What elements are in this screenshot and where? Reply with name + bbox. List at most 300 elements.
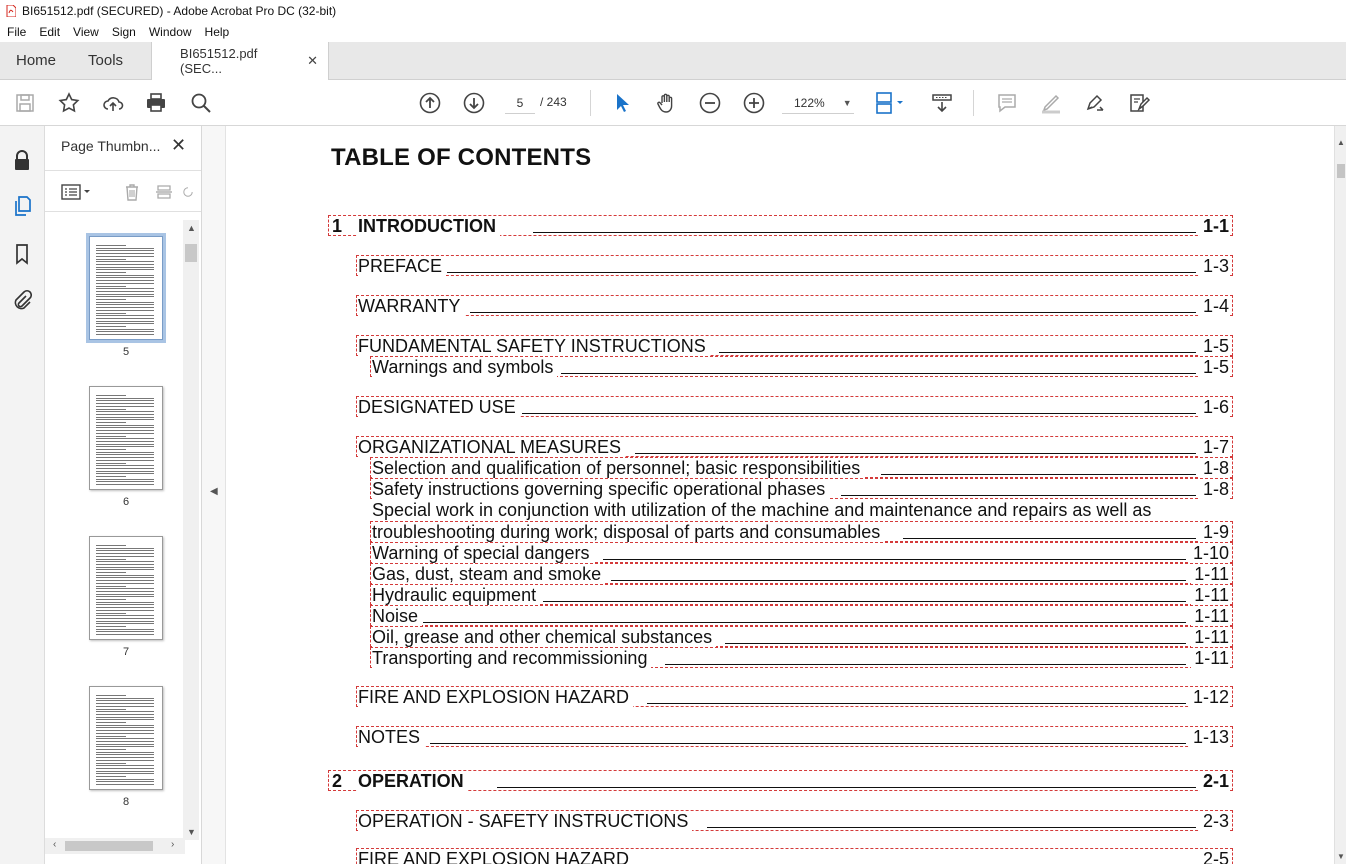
toc-page-number: 1-5 bbox=[1200, 336, 1229, 357]
search-zoom-icon[interactable] bbox=[188, 90, 214, 116]
thumbnail-text-line bbox=[96, 304, 154, 305]
toc-entry-text: ORGANIZATIONAL MEASURES bbox=[358, 437, 625, 458]
print-icon[interactable] bbox=[143, 90, 169, 116]
thumbnail-text-line bbox=[96, 323, 154, 324]
toc-entry-link[interactable] bbox=[370, 478, 1233, 499]
comment-icon[interactable] bbox=[994, 90, 1020, 116]
toc-leader-line bbox=[522, 413, 1196, 414]
thumbnail-text-line bbox=[96, 463, 126, 464]
toc-entry-text: NOTES bbox=[358, 727, 424, 748]
collapse-left-icon[interactable]: ◀ bbox=[210, 486, 218, 497]
thumbnail-text-line bbox=[96, 594, 154, 595]
acrobat-pdf-icon bbox=[6, 5, 16, 17]
toc-page-number: 1-4 bbox=[1200, 296, 1229, 317]
thumbnail-text-line bbox=[96, 307, 154, 308]
options-menu-icon[interactable] bbox=[61, 181, 93, 203]
panel-title: Page Thumbn... bbox=[61, 138, 161, 154]
thumbnail-text-line bbox=[96, 471, 154, 472]
thumbnail-text-line bbox=[96, 269, 154, 270]
thumbnail-text-line bbox=[96, 567, 154, 568]
toc-section-number: 1 bbox=[332, 216, 343, 236]
thumbnail-text-line bbox=[96, 698, 154, 699]
zoom-in-icon[interactable] bbox=[741, 90, 767, 116]
thumbnail-text-line bbox=[96, 406, 154, 407]
thumbnail-text-line bbox=[96, 727, 154, 728]
thumbnail-text-line bbox=[96, 484, 154, 485]
page-thumbnails-icon[interactable] bbox=[10, 194, 34, 218]
chevron-up-icon[interactable]: ▲ bbox=[1337, 138, 1345, 147]
thumbnail-text-line bbox=[96, 299, 126, 300]
toc-page-number: 1-9 bbox=[1200, 522, 1229, 543]
toc-entry-text: Oil, grease and other chemical substances bbox=[372, 627, 716, 648]
toc-entry-text: FUNDAMENTAL SAFETY INSTRUCTIONS bbox=[358, 336, 710, 357]
thumbnail-text-line bbox=[96, 719, 154, 720]
tab-tools[interactable]: Tools bbox=[88, 52, 124, 69]
thumbnail-text-line bbox=[96, 446, 154, 447]
main-toolbar bbox=[0, 80, 1346, 126]
toc-page-number: 1-3 bbox=[1200, 256, 1229, 277]
menu-sign[interactable]: Sign bbox=[111, 25, 136, 39]
thumbnail-text-line bbox=[96, 476, 126, 477]
window-title: BI651512.pdf (SECURED) - Adobe Acrobat Pro DC (32-bit) bbox=[22, 4, 337, 18]
thumbnail-page-label: 6 bbox=[122, 496, 130, 508]
thumbnail-text-line bbox=[96, 556, 154, 557]
zoom-out-icon[interactable] bbox=[697, 90, 723, 116]
toc-page-number: 1-6 bbox=[1200, 397, 1229, 418]
close-tab-icon[interactable]: ✕ bbox=[307, 53, 319, 68]
thumbnail-text-line bbox=[96, 588, 154, 589]
toc-page-number: 1-10 bbox=[1190, 543, 1229, 564]
toc-leader-line bbox=[635, 453, 1196, 454]
thumbnail-text-line bbox=[96, 752, 154, 753]
thumbnail-text-line bbox=[96, 481, 154, 482]
thumbnail-text-line bbox=[96, 564, 154, 565]
toolbar-divider bbox=[590, 90, 591, 116]
fill-sign-icon[interactable] bbox=[1126, 90, 1152, 116]
hand-tool-icon[interactable] bbox=[653, 90, 679, 116]
thumbnail-text-line bbox=[96, 631, 154, 632]
document-view[interactable] bbox=[226, 126, 1334, 864]
thumbnail-text-line bbox=[96, 550, 154, 551]
toc-leader-line bbox=[647, 703, 1186, 704]
thumbnail-text-line bbox=[96, 331, 154, 332]
toc-entry-link[interactable] bbox=[356, 686, 1233, 707]
thumbnail-text-line bbox=[96, 272, 126, 273]
menu-view[interactable]: View bbox=[73, 25, 99, 39]
toc-leader-line bbox=[423, 622, 1186, 623]
thumbnail-text-line bbox=[96, 730, 154, 731]
thumbnail-text-line bbox=[96, 457, 154, 458]
thumbnail-text-line bbox=[96, 395, 126, 396]
previous-page-icon[interactable] bbox=[417, 90, 443, 116]
toc-entry-link[interactable] bbox=[370, 500, 1233, 542]
sign-pen-icon[interactable] bbox=[1082, 90, 1108, 116]
menu-window[interactable]: Window bbox=[148, 25, 192, 39]
thumbnail-text-line bbox=[96, 736, 126, 737]
page-total: / 243 bbox=[540, 95, 567, 109]
thumbnail-text-line bbox=[96, 460, 154, 461]
page-thumbnail[interactable] bbox=[89, 536, 163, 640]
toc-entry-link[interactable] bbox=[370, 356, 1233, 377]
toc-entry-link[interactable] bbox=[356, 295, 1233, 316]
thumbnail-text-line bbox=[96, 784, 154, 785]
thumbnail-text-line bbox=[96, 706, 154, 707]
scrolling-mode-icon[interactable] bbox=[929, 90, 955, 116]
toc-leader-line bbox=[665, 664, 1186, 665]
toc-entry-link[interactable] bbox=[370, 647, 1233, 668]
thumbnail-text-line bbox=[96, 717, 154, 718]
rotate-page-icon[interactable] bbox=[181, 181, 195, 203]
thumbnail-text-line bbox=[96, 738, 154, 739]
toc-leader-line bbox=[603, 559, 1186, 560]
thumbnail-page-label: 8 bbox=[122, 796, 130, 808]
thumbnail-text-line bbox=[96, 275, 154, 276]
thumbnail-text-line bbox=[96, 419, 154, 420]
tab-document[interactable] bbox=[151, 42, 329, 80]
chevron-down-icon: ▼ bbox=[842, 97, 852, 108]
toc-entry-text: Warning of special dangers bbox=[372, 543, 593, 564]
thumbnail-text-line bbox=[96, 610, 154, 611]
thumbnail-text-line bbox=[96, 700, 154, 701]
toc-page-number: 1-11 bbox=[1191, 648, 1229, 669]
toc-entry-text: OPERATION bbox=[358, 771, 468, 792]
thumbnail-text-line bbox=[96, 722, 126, 723]
thumbnail-text-line bbox=[96, 436, 126, 437]
toc-page-number: 1-5 bbox=[1200, 357, 1229, 378]
toc-entry-link[interactable] bbox=[370, 605, 1233, 626]
thumbnail-text-line bbox=[96, 623, 154, 624]
toc-page-number: 1-11 bbox=[1191, 564, 1229, 585]
page-thumbnail[interactable] bbox=[89, 236, 163, 340]
thumbnail-toolbar bbox=[45, 170, 201, 212]
thumbnail-text-line bbox=[96, 553, 154, 554]
chevron-down-icon[interactable]: ▼ bbox=[1337, 852, 1345, 861]
thumbnail-text-line bbox=[96, 695, 126, 696]
page-display-icon[interactable] bbox=[873, 90, 909, 116]
toc-page-number: 1-1 bbox=[1200, 216, 1229, 237]
thumbnail-text-line bbox=[96, 400, 154, 401]
highlight-pen-icon[interactable] bbox=[1038, 90, 1064, 116]
thumbnail-text-line bbox=[96, 591, 154, 592]
thumbnail-text-line bbox=[96, 414, 154, 415]
toc-entry-text: WARRANTY bbox=[358, 296, 464, 317]
menu-edit[interactable]: Edit bbox=[39, 25, 61, 39]
thumbnail-text-line bbox=[96, 468, 154, 469]
toc-entry-text: DESIGNATED USE bbox=[358, 397, 520, 418]
scroll-thumb[interactable] bbox=[65, 841, 153, 851]
toc-entry-text: FIRE AND EXPLOSION HAZARD bbox=[358, 849, 633, 864]
toc-entry-link[interactable] bbox=[370, 457, 1233, 478]
thumbnail-text-line bbox=[96, 618, 154, 619]
scroll-thumb[interactable] bbox=[1337, 164, 1345, 178]
thumbnail-text-line bbox=[96, 626, 126, 627]
toc-leader-line bbox=[881, 474, 1196, 475]
toc-entry-link[interactable] bbox=[356, 255, 1233, 276]
thumbnail-text-line bbox=[96, 321, 154, 322]
toc-section-number: 2 bbox=[332, 771, 343, 791]
toc-leader-line bbox=[841, 495, 1196, 496]
thumbnail-text-line bbox=[96, 548, 154, 549]
toc-page-number: 1-12 bbox=[1190, 687, 1229, 708]
thumbnail-text-line bbox=[96, 425, 154, 426]
title-bar bbox=[0, 0, 1346, 22]
upload-cloud-icon[interactable] bbox=[100, 90, 126, 116]
thumbnail-text-line bbox=[96, 417, 154, 418]
thumbnail-text-line bbox=[96, 422, 126, 423]
thumbnail-text-line bbox=[96, 248, 154, 249]
thumbnail-text-line bbox=[96, 473, 154, 474]
thumbnail-text-line bbox=[96, 245, 126, 246]
toc-entry-link[interactable] bbox=[370, 584, 1233, 605]
toc-entry-text: Special work in conjunction with utilization of the machine and maintenance and repairs as well as bbox=[372, 500, 1152, 520]
toc-leader-line bbox=[719, 352, 1196, 353]
toc-leader-line bbox=[611, 580, 1186, 581]
thumbnail-text-line bbox=[96, 310, 154, 311]
thumbnail-text-line bbox=[96, 315, 154, 316]
thumbnail-text-line bbox=[96, 733, 154, 734]
thumbnail-text-line bbox=[96, 313, 126, 314]
zoom-value: 122% bbox=[794, 95, 825, 110]
thumbnail-text-line bbox=[96, 438, 154, 439]
toc-entry-link[interactable] bbox=[356, 335, 1233, 356]
thumbnail-text-line bbox=[96, 277, 154, 278]
document-scrollbar[interactable] bbox=[1334, 126, 1346, 864]
thumbnail-text-line bbox=[96, 449, 126, 450]
thumbnail-text-line bbox=[96, 746, 154, 747]
chevron-left-icon[interactable]: ‹ bbox=[53, 839, 57, 850]
thumbnail-text-line bbox=[96, 444, 154, 445]
thumbnail-text-line bbox=[96, 613, 126, 614]
toc-leader-line bbox=[447, 272, 1196, 273]
thumbnail-text-line bbox=[96, 577, 154, 578]
thumbnail-text-line bbox=[96, 433, 154, 434]
toc-entry-link[interactable] bbox=[356, 396, 1233, 417]
thumbnail-text-line bbox=[96, 615, 154, 616]
thumbnail-text-line bbox=[96, 430, 154, 431]
toc-leader-line bbox=[561, 373, 1196, 374]
thumbnail-text-line bbox=[96, 763, 126, 764]
thumbnail-text-line bbox=[96, 744, 154, 745]
thumbnail-text-line bbox=[96, 291, 154, 292]
toc-entry-text: Hydraulic equipment bbox=[372, 585, 540, 606]
toc-entry-text: FIRE AND EXPLOSION HAZARD bbox=[358, 687, 633, 708]
panel-collapse-strip[interactable] bbox=[202, 126, 226, 864]
toc-leader-line bbox=[725, 643, 1186, 644]
thumbnail-text-line bbox=[96, 629, 154, 630]
toc-entry-text: INTRODUCTION bbox=[358, 216, 500, 237]
thumbnail-text-line bbox=[96, 409, 126, 410]
thumbnail-text-line bbox=[96, 569, 154, 570]
thumbnail-text-line bbox=[96, 318, 154, 319]
thumbnail-text-line bbox=[96, 725, 154, 726]
toc-page-number: 1-13 bbox=[1190, 727, 1229, 748]
select-cursor-icon[interactable] bbox=[609, 90, 635, 116]
thumbnail-text-line bbox=[96, 765, 154, 766]
thumbnail-text-line bbox=[96, 283, 154, 284]
page-title: TABLE OF CONTENTS bbox=[331, 144, 592, 171]
thumbnail-text-line bbox=[96, 602, 154, 603]
thumbnail-text-line bbox=[96, 596, 154, 597]
thumbnail-text-line bbox=[96, 583, 154, 584]
thumbnail-text-line bbox=[96, 781, 154, 782]
toc-entry-link[interactable] bbox=[370, 563, 1233, 584]
thumbnail-text-line bbox=[96, 479, 154, 480]
toc-leader-line bbox=[533, 232, 1196, 233]
menu-bar bbox=[0, 22, 1346, 42]
thumbnail-text-line bbox=[96, 757, 154, 758]
menu-file[interactable]: File bbox=[7, 25, 27, 39]
chevron-up-icon[interactable]: ▲ bbox=[187, 223, 196, 233]
thumbnail-horizontal-scrollbar[interactable] bbox=[45, 838, 185, 854]
thumbnail-scrollbar[interactable] bbox=[183, 220, 199, 840]
save-icon[interactable] bbox=[12, 90, 38, 116]
scroll-thumb[interactable] bbox=[185, 244, 197, 262]
thumbnail-text-line bbox=[96, 773, 154, 774]
toc-leader-line bbox=[543, 601, 1186, 602]
thumbnail-text-line bbox=[96, 575, 154, 576]
thumbnail-page-label: 7 bbox=[122, 646, 130, 658]
toc-leader-line bbox=[430, 743, 1186, 744]
page-thumbnail[interactable] bbox=[89, 686, 163, 790]
thumbnail-text-line bbox=[96, 259, 126, 260]
toc-entry-link[interactable] bbox=[370, 542, 1233, 563]
thumbnail-text-line bbox=[96, 768, 154, 769]
zoom-select[interactable] bbox=[782, 92, 854, 114]
tab-bar bbox=[0, 42, 1346, 80]
thumbnail-text-line bbox=[96, 559, 126, 560]
attachments-icon[interactable] bbox=[10, 288, 34, 312]
thumbnail-text-line bbox=[96, 452, 154, 453]
thumbnail-text-line bbox=[96, 403, 154, 404]
thumbnail-text-line bbox=[96, 760, 154, 761]
toc-entry-text: Transporting and recommissioning bbox=[372, 648, 651, 669]
thumbnail-text-line bbox=[96, 545, 126, 546]
toc-entry-link[interactable] bbox=[356, 436, 1233, 457]
thumbnail-text-line bbox=[96, 599, 126, 600]
toc-entry-text: troubleshooting during work; disposal of parts and consumables bbox=[372, 522, 884, 543]
toc-entry-text: Selection and qualification of personnel; basic responsibilities bbox=[372, 458, 864, 479]
thumbnail-text-line bbox=[96, 288, 154, 289]
thumbnail-text-line bbox=[96, 561, 154, 562]
thumbnail-text-line bbox=[96, 286, 126, 287]
thumbnail-text-line bbox=[96, 703, 154, 704]
thumbnail-text-line bbox=[96, 454, 154, 455]
page-thumbnail[interactable] bbox=[89, 386, 163, 490]
page-number-input[interactable] bbox=[505, 92, 535, 114]
bookmarks-icon[interactable] bbox=[10, 242, 34, 266]
thumbnail-text-line bbox=[96, 398, 154, 399]
toc-entry-text: Safety instructions governing specific operational phases bbox=[372, 479, 829, 500]
toolbar-divider bbox=[973, 90, 974, 116]
thumbnail-text-line bbox=[96, 267, 154, 268]
thumbnail-text-line bbox=[96, 711, 154, 712]
thumbnail-text-line bbox=[96, 253, 154, 254]
thumbnail-text-line bbox=[96, 580, 154, 581]
thumbnail-text-line bbox=[96, 709, 126, 710]
toc-page-number: 2-1 bbox=[1200, 771, 1229, 792]
extract-page-icon[interactable] bbox=[153, 181, 175, 203]
tab-document-label: BI651512.pdf (SEC... bbox=[180, 46, 258, 76]
toc-page-number: 1-7 bbox=[1200, 437, 1229, 458]
page-thumbnails-panel bbox=[45, 126, 202, 864]
toc-entry-link[interactable] bbox=[356, 810, 1233, 831]
thumbnail-text-line bbox=[96, 749, 126, 750]
toc-entry-text: Noise bbox=[372, 606, 422, 627]
toc-page-number: 1-11 bbox=[1191, 627, 1229, 648]
toc-entry-text: PREFACE bbox=[358, 256, 446, 277]
toc-entry-link[interactable] bbox=[370, 626, 1233, 647]
menu-help[interactable]: Help bbox=[204, 25, 230, 39]
thumbnail-text-line bbox=[96, 634, 154, 635]
toc-leader-line bbox=[903, 538, 1196, 539]
toc-page-number: 2-3 bbox=[1200, 811, 1229, 832]
thumbnail-list bbox=[45, 220, 185, 840]
thumbnail-text-line bbox=[96, 776, 126, 777]
thumbnail-text-line bbox=[96, 586, 126, 587]
thumbnail-text-line bbox=[96, 326, 126, 327]
chevron-down-icon[interactable]: ▼ bbox=[187, 827, 196, 837]
thumbnail-text-line bbox=[96, 779, 154, 780]
toc-page-number: 2-5 bbox=[1200, 849, 1229, 864]
toc-leader-line bbox=[497, 787, 1196, 788]
thumbnail-text-line bbox=[96, 714, 154, 715]
thumbnail-text-line bbox=[96, 256, 154, 257]
toc-entry-link[interactable] bbox=[328, 215, 1233, 236]
toc-entry-link[interactable] bbox=[356, 726, 1233, 747]
tab-home[interactable]: Home bbox=[16, 52, 57, 69]
toc-leader-line bbox=[470, 312, 1196, 313]
thumbnail-text-line bbox=[96, 411, 154, 412]
thumbnail-text-line bbox=[96, 250, 154, 251]
toc-entry-link[interactable] bbox=[356, 848, 1233, 864]
toc-page-number: 1-8 bbox=[1200, 458, 1229, 479]
thumbnail-text-line bbox=[96, 621, 154, 622]
delete-page-icon[interactable] bbox=[121, 181, 143, 203]
thumbnail-text-line bbox=[96, 294, 154, 295]
next-page-icon[interactable] bbox=[461, 90, 487, 116]
toc-entry-link[interactable] bbox=[328, 770, 1233, 791]
toc-entry-text: OPERATION - SAFETY INSTRUCTIONS bbox=[358, 811, 692, 832]
thumbnail-text-line bbox=[96, 302, 154, 303]
thumbnail-text-line bbox=[96, 329, 154, 330]
thumbnail-text-line bbox=[96, 754, 154, 755]
toc-entry-text: Gas, dust, steam and smoke bbox=[372, 564, 605, 585]
thumbnail-text-line bbox=[96, 465, 154, 466]
thumbnail-text-line bbox=[96, 771, 154, 772]
thumbnail-text-line bbox=[96, 261, 154, 262]
thumbnail-text-line bbox=[96, 741, 154, 742]
thumbnail-text-line bbox=[96, 604, 154, 605]
thumbnail-text-line bbox=[96, 441, 154, 442]
toc-page-number: 1-11 bbox=[1191, 585, 1229, 606]
toc-page-number: 1-11 bbox=[1191, 606, 1229, 627]
toc-entry-text: Warnings and symbols bbox=[372, 357, 557, 378]
toc-page-number: 1-8 bbox=[1200, 479, 1229, 500]
thumbnail-text-line bbox=[96, 427, 154, 428]
bookmark-star-icon[interactable] bbox=[56, 90, 82, 116]
close-icon[interactable]: ✕ bbox=[171, 135, 187, 155]
thumbnail-text-line bbox=[96, 264, 154, 265]
toc-leader-line bbox=[707, 827, 1196, 828]
thumbnail-text-line bbox=[96, 296, 154, 297]
thumbnail-text-line bbox=[96, 607, 154, 608]
thumbnail-text-line bbox=[96, 280, 154, 281]
thumbnail-text-line bbox=[96, 334, 154, 335]
lock-icon[interactable] bbox=[10, 148, 34, 172]
thumbnail-text-line bbox=[96, 572, 126, 573]
left-navigation-rail bbox=[0, 126, 45, 864]
chevron-right-icon[interactable]: › bbox=[171, 839, 175, 850]
